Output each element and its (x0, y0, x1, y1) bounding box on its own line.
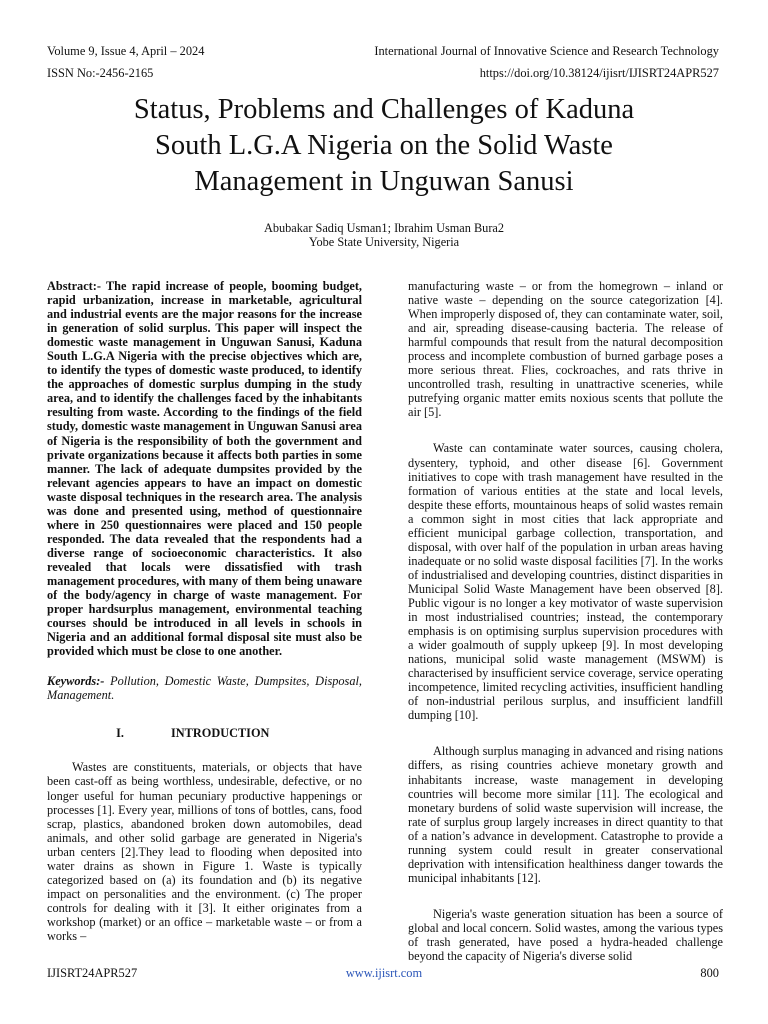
section-number: I. (116, 726, 124, 741)
doi-link[interactable]: https://doi.org/10.38124/ijisrt/IJISRT24APR527 (479, 66, 719, 80)
body-paragraph: Although surplus managing in advanced and rising nations differs, as rising countries achieve monetary growth and inhabitants increase, waste management in developing countries will become more similar [11]. The ecological and monetary burdens of solid waste supervision will increase, the rate of surplus group largely increases in direct quantity to that of a nation’s advance in development. Catastrophe to provide a running system could result in greater conservational deprivation with intensification healthiness danger towards the municipal inhabitants [12]. (408, 744, 723, 885)
body-paragraph: Waste can contaminate water sources, causing cholera, dysentery, typhoid, and other disease [6]. Government initiatives to cope with trash management have resulted in the formation of various entities at the state and local levels, despite these efforts, mountainous heaps of solid wastes remain a common sight in most cities that lack appropriate and efficient municipal garbage collection, transportation, and disposal, with over half of the population in urban areas having inadequate or no solid waste disposal facilities [7]. In the works of industrialised and developing countries, distinct disparities in Municipal Solid Waste Management have been observed [8]. Public vigour is no longer a key motivator of waste supervision in most industrialised countries; instead, the contemporary emphasis is on optimising surplus supervision procedures with a wider goalmouth of supply upkeep [9]. In most developing nations, municipal solid waste management (MSWM) is characterised by insufficient service coverage, service operating incompetence, limited recycling activities, insufficient handling of non-industrial perilous surplus, and insufficient landfill dumping [10]. (408, 441, 723, 723)
footer-website-link[interactable]: www.ijisrt.com (345, 966, 423, 980)
abstract: Abstract:- The rapid increase of people, booming budget, rapid urbanization, increase in marketable, agricultural and industrial events are the major reasons for the increase in generation of solid surplus. This paper will inspect the domestic waste management in Unguwan Sanusi, Kaduna South L.G.A Nigeria with the precise objectives which are, to identify the types of domestic waste produced, to identify the approaches of domestic surplus dumping in the study area, and to identify the challenges faced by the inhabitants resulting from waste. According to the findings of the field study, domestic waste management in Unguwan Sanusi area of Nigeria is the responsibility of both the government and private organizations because it affects both parties in some manner. The lack of adequate dumpsites provided by the relevant agencies appears to have an impact on domestic waste disposal techniques in the research area. The analysis was done and presented using, method of questionnaire where in 250 questionnaires were placed and 150 people responded. The data revealed that the respondents had a diverse range of socioeconomic characteristics. It also revealed that locals were dissatisfied with trash management procedures, with many of them being unaware of the body/agency in charge of waste management. For proper hardsurplus management, environmental teaching courses should be introduced in all levels in schools in Nigeria and an additional formal disposal site must also be provided which must be close to one another. (47, 279, 362, 659)
footer-code: IJISRT24APR527 (47, 966, 138, 980)
affiliation: Yobe State University, Nigeria (308, 235, 460, 249)
title-line: Management in Unguwan Sanusi (194, 166, 574, 197)
body-paragraph: manufacturing waste – or from the homegrown – inland or native waste – depending on the source categorization [4]. When improperly disposed of, they can contaminate water, soil, and air, spreading disease-causing bacteria. The release of harmful compounds that result from the natural decomposition process and incomplete combustion of burned garbage poses a more serious threat. Flies, cockroaches, and rats thrive in uncontrolled trash, resulting in unattractive sceneries, while putrefying organic matter emits noxious scents that pollute the air [5]. (408, 279, 723, 420)
left-column (47, 279, 362, 943)
right-column (408, 279, 723, 963)
body-paragraph: Nigeria's waste generation situation has been a source of global and local concern. Solid wastes, among the various types of trash generated, have posed a hydra-headed challenge beyond the capacity of Nigeria's diverse solid (408, 906, 723, 964)
keywords (47, 674, 362, 702)
intro-paragraph: Wastes are constituents, materials, or objects that have been cast-off as being worthless, undesirable, defective, or no longer useful for human pecuniary productive happenings or processes [1]. Every year, millions of tons of bottles, cans, food scrap, plastics, abandoned broken down automobiles, dead animals, and other solid garbage are generated in Nigeria's urban centers [2].They lead to flooding when deposited into water drains as shown in Figure 1. Waste is typically categorized based on (a) its foundation and (b) its negative impact on personalities and the environment. (c) The proper controls for dealing with it [3]. It either originates from a workshop (market) or an office – marketable waste – or from a works – (47, 760, 362, 943)
volume-info: Volume 9, Issue 4, April – 2024 (47, 44, 205, 58)
page-number: 800 (700, 966, 719, 980)
journal-name: International Journal of Innovative Science and Research Technology (374, 44, 719, 58)
author-block (60, 221, 708, 249)
paper-title (60, 92, 708, 200)
title-line: South L.G.A Nigeria on the Solid Waste (155, 130, 613, 161)
section-heading (47, 726, 362, 740)
issn: ISSN No:-2456-2165 (47, 66, 154, 80)
section-title: INTRODUCTION (171, 726, 270, 741)
keywords-label: Keywords:- (47, 674, 105, 689)
keywords-text: Pollution, Domestic Waste, Dumpsites, Disposal, Management. (47, 674, 362, 703)
title-line: Status, Problems and Challenges of Kaduna (133, 94, 635, 125)
authors: Abubakar Sadiq Usman1; Ibrahim Usman Bura2 (263, 221, 505, 235)
